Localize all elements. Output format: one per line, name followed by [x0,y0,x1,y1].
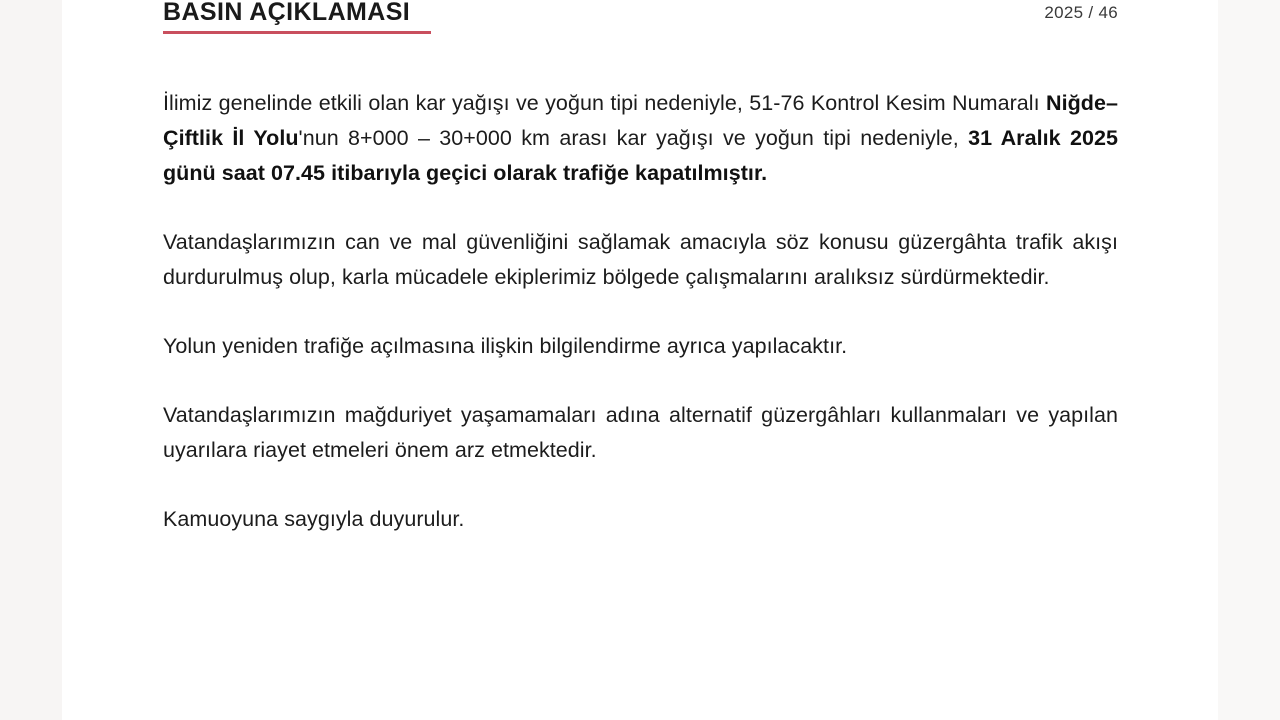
plain-text: Vatandaşlarımızın can ve mal güvenliğini sağlamak amacıyla söz konusu güzergâhta trafik akışı durdurulmuş olup, karla mücadele ekiplerimiz bölgede çalışmalarını aralıksız sürdürmektedir. [163,230,1118,289]
plain-text: Kamuoyuna saygıyla duyurulur. [163,507,465,531]
title-underline [163,31,431,34]
page-title: BASIN AÇIKLAMASI [163,0,411,26]
plain-text: 'nun 8+000 – 30+000 km arası kar yağışı ve yoğun tipi nedeniyle, [298,126,969,150]
plain-text: Yolun yeniden trafiğe açılmasına ilişkin bilgilendirme ayrıca yapılacaktır. [163,334,848,358]
document-body [163,86,1118,537]
emphasis-text: 31 Aralık 2025 günü saat 07.45 itibarıyla geçici olarak trafiğe kapatılmıştır. [163,126,1118,185]
paragraph-safety-measures [163,225,1118,295]
document-header [163,0,1118,46]
plain-text: İlimiz genelinde etkili olan kar yağışı ve yoğun tipi nedeniyle, 51-76 Kontrol Kesim Numaralı [163,91,1047,115]
plain-text: Vatandaşlarımızın mağduriyet yaşamamaları adına alternatif güzergâhları kullanmaları ve yapılan uyarılara riayet etmeleri önem arz etmektedir. [163,403,1118,462]
paragraph-closing [163,502,1118,537]
page-right-margin [1217,0,1280,720]
page-left-margin [0,0,63,720]
document-sheet [62,0,1218,720]
document-number: 2025 / 46 [1044,3,1118,22]
document-content [163,0,1118,537]
paragraph-reopening-info [163,329,1118,364]
emphasis-text: Niğde–Çiftlik İl Yolu [163,91,1118,150]
paragraph-alternative-routes [163,398,1118,468]
paragraph-closure-notice [163,86,1118,191]
